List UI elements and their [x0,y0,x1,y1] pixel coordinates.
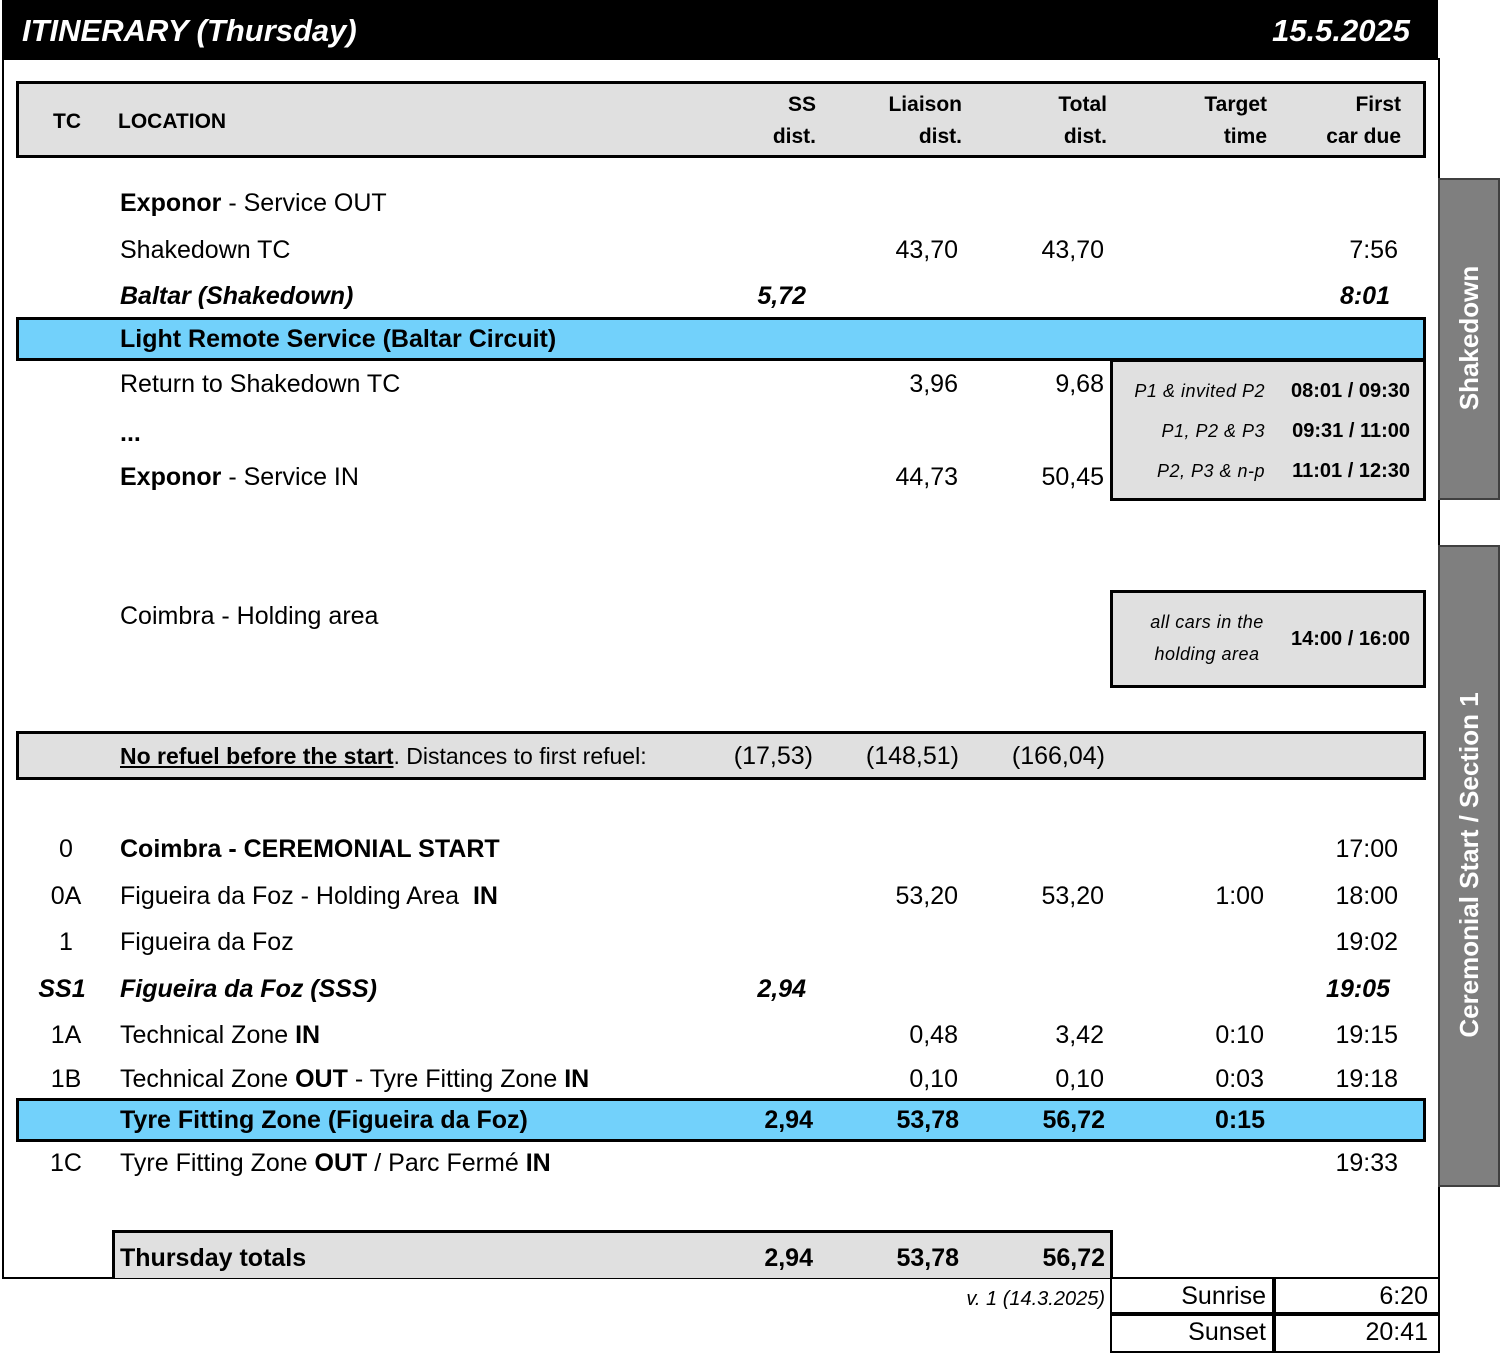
shakedown-tc-liaison: 43,70 [895,236,958,264]
shakedown-tc-total: 43,70 [1041,236,1104,264]
row-first-car: 19:15 [1335,1021,1398,1049]
col-ss-1: SS [787,93,816,116]
holding-area-box [1110,590,1426,688]
slot-time: 11:01 / 12:30 [1292,460,1410,482]
row-liaison: 53,20 [895,882,958,910]
exponor-in-liaison: 44,73 [895,463,958,491]
row-tc: 0 [59,835,73,863]
side-tab-section-1 [1438,545,1500,1187]
exponor-service-out: Exponor - Service OUT [120,189,387,217]
row-location: Coimbra - CEREMONIAL START [120,835,500,863]
tyre-zone-total: 56,72 [1042,1106,1105,1134]
row-location: Figueira da Foz [120,928,294,956]
totals-liaison: 53,78 [896,1244,959,1272]
sunrise-label: Sunrise [1181,1282,1266,1310]
row-first-car: 19:02 [1335,928,1398,956]
col-ss-2: dist. [772,125,816,148]
row-ss: 2,94 [757,975,806,1003]
sunset-time: 20:41 [1365,1318,1428,1346]
totals-total: 56,72 [1042,1244,1105,1272]
sunset-value-cell [1272,1312,1440,1353]
col-first-1: First [1355,93,1401,116]
light-remote-service-band [16,317,1426,361]
shakedown-stage-label: Baltar (Shakedown) [120,282,354,310]
col-total-1: Total [1058,93,1107,116]
refuel-liaison: (148,51) [865,742,959,770]
sunrise-time: 6:20 [1379,1282,1428,1310]
sunset-label: Sunset [1188,1318,1266,1346]
totals-label: Thursday totals [120,1244,307,1272]
light-remote-service-label: Light Remote Service (Baltar Circuit) [120,325,557,353]
column-header [16,81,1426,158]
row-first-car: 19:18 [1335,1065,1398,1093]
shakedown-tc-first: 7:56 [1349,236,1398,264]
holding-time: 14:00 / 16:00 [1291,628,1410,650]
return-shakedown-liaison: 3,96 [909,370,958,398]
exponor-in-total: 50,45 [1041,463,1104,491]
ellipsis: ... [120,419,141,447]
return-shakedown-label: Return to Shakedown TC [120,370,401,398]
row-location: Technical Zone OUT - Tyre Fitting Zone IN [120,1065,590,1093]
col-target-2: time [1223,125,1267,148]
col-liaison-1: Liaison [888,93,962,116]
col-tc: TC [53,110,81,133]
slot-group: P1 & invited P2 [1134,381,1265,401]
col-liaison-2: dist. [918,125,962,148]
row-first-car: 19:05 [1326,975,1390,1003]
row-liaison: 0,48 [909,1021,958,1049]
row-first-car: 18:00 [1335,882,1398,910]
row-tc: 1B [50,1065,82,1093]
row-location: Tyre Fitting Zone OUT / Parc Fermé IN [120,1149,551,1177]
refuel-note: No refuel before the start. Distances to first refuel: [120,743,647,769]
side-tab-shakedown-label: Shakedown [1454,265,1484,411]
slot-group: P2, P3 & n-p [1156,461,1265,481]
refuel-ss: (17,53) [733,742,813,770]
tyre-zone-target: 0:15 [1214,1106,1265,1134]
tyre-zone-liaison: 53,78 [896,1106,959,1134]
col-total-2: dist. [1063,125,1107,148]
totals-ss: 2,94 [764,1244,813,1272]
row-location: Figueira da Foz (SSS) [120,975,377,1003]
row-target: 0:10 [1215,1021,1264,1049]
col-target-1: Target [1204,93,1267,116]
refuel-total: (166,04) [1011,742,1105,770]
row-tc: 0A [50,882,82,910]
row-first-car: 17:00 [1335,835,1398,863]
refuel-band [16,731,1426,780]
row-tc: 1C [50,1149,82,1177]
holding-area-label: Coimbra - Holding area [120,602,379,630]
row-tc: 1A [50,1021,82,1049]
shakedown-stage-first: 8:01 [1339,282,1390,310]
slot-group: P1, P2 & P3 [1161,421,1265,441]
page-title: ITINERARY (Thursday) [22,13,357,48]
row-target: 1:00 [1215,882,1264,910]
version-label: v. 1 (14.3.2025) [966,1288,1105,1310]
return-shakedown-total: 9,68 [1055,370,1104,398]
col-location: LOCATION [118,110,227,133]
holding-note-2: holding area [1154,644,1260,664]
row-target: 0:03 [1215,1065,1264,1093]
holding-note-1: all cars in the [1150,612,1264,632]
shakedown-tc-label: Shakedown TC [120,236,291,264]
row-tc: 1 [59,928,73,956]
itinerary-date: 15.5.2025 [1272,13,1410,48]
tyre-zone-label: Tyre Fitting Zone (Figueira da Foz) [120,1106,528,1134]
shakedown-slots-box [1110,359,1426,501]
slot-time: 09:31 / 11:00 [1292,420,1410,442]
shakedown-stage-ss: 5,72 [757,282,806,310]
col-first-2: car due [1326,125,1401,148]
row-total: 53,20 [1041,882,1104,910]
sunrise-label-cell [1110,1277,1276,1316]
tyre-fitting-zone-band [16,1098,1426,1142]
row-total: 0,10 [1055,1065,1104,1093]
exponor-service-in: Exponor - Service IN [120,463,359,491]
thursday-totals-box [112,1230,1113,1278]
slot-time: 08:01 / 09:30 [1291,380,1410,402]
sunrise-value-cell [1272,1277,1440,1316]
side-tab-section-label: Ceremonial Start / Section 1 [1454,692,1484,1038]
sunset-label-cell [1110,1312,1276,1353]
row-liaison: 0,10 [909,1065,958,1093]
row-total: 3,42 [1055,1021,1104,1049]
row-tc: SS1 [38,975,86,1003]
tyre-zone-ss: 2,94 [764,1106,813,1134]
side-tab-shakedown [1438,178,1500,500]
row-location: Figueira da Foz - Holding Area IN [120,882,498,910]
row-first-car: 19:33 [1335,1149,1398,1177]
row-location: Technical Zone IN [120,1021,321,1049]
